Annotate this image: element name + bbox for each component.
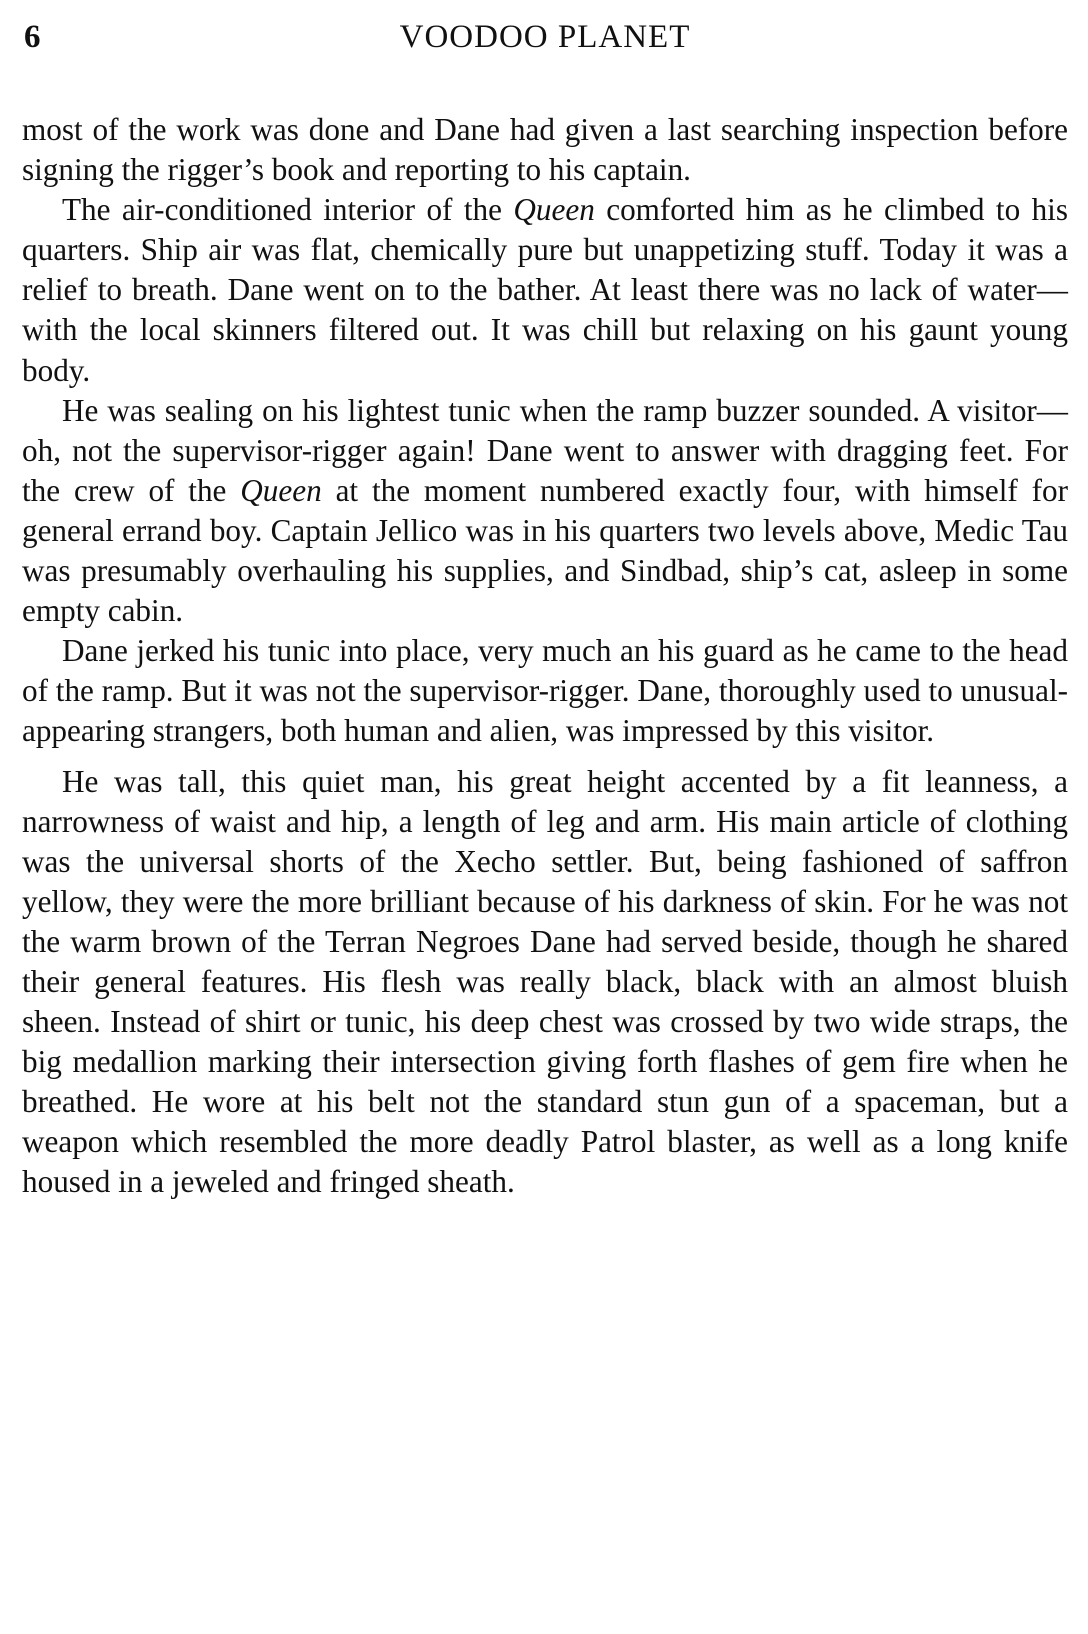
paragraph-3-text-a: He was sealing on his lightest tunic when the ramp buzzer sounded. A visitor—oh, not the supervisor-rigger again! Dane went to answer with dragging feet. For the crew of the <box>22 392 1068 508</box>
book-page <box>22 14 1068 1203</box>
running-title: VOODOO PLANET <box>399 19 691 55</box>
paragraph-2-text-b: comforted him as he climbed to his quarters. Ship air was flat, chemically pure but unappetizing stuff. Today it was a relief to breath. Dane went on to the bather. At least there was no lack of water—with the local skinners filtered out. It was chill but relaxing on his gaunt young body. <box>22 192 1068 388</box>
paragraph-2 <box>22 190 1068 390</box>
paragraph-5 <box>22 762 1068 1203</box>
page-header <box>22 14 1068 66</box>
paragraph-1 <box>22 110 1068 190</box>
paragraph-4-text: Dane jerked his tunic into place, very much an his guard as he came to the head of the ramp. But it was not the supervisor-rigger. Dane, thoroughly used to unusual-appearing strangers, both human and alien, was impressed by this visitor. <box>22 633 1068 749</box>
paragraph-4 <box>22 631 1068 751</box>
paragraph-3-text-b: at the moment numbered exactly four, with himself for general errand boy. Captain Jellico was in his quarters two levels above, Medic Tau was presumably overhauling his supplies, and Sindbad, ship’s cat, asleep in some empty cabin. <box>22 472 1068 629</box>
page-number: 6 <box>24 19 41 55</box>
paragraph-3 <box>22 391 1068 632</box>
ship-name-italic: Queen <box>240 472 322 508</box>
paragraph-1-text: most of the work was done and Dane had given a last searching inspection before signing the rigger’s book and reporting to his captain. <box>22 112 1068 188</box>
paragraph-5-text: He was tall, this quiet man, his great height accented by a fit leanness, a narrowness of waist and hip, a length of leg and arm. His main article of clothing was the universal shorts of the Xecho settler. But, being fashioned of saffron yellow, they were the more brilliant because of his darkness of skin. For he was not the warm brown of the Terran Negroes Dane had served beside, though he shared their general features. His flesh was really black, black with an almost bluish sheen. Instead of shirt or tunic, his deep chest was crossed by two wide straps, the big medallion marking their intersection giving forth flashes of gem fire when he breathed. He wore at his belt not the standard stun gun of a spaceman, but a weapon which resembled the more deadly Patrol blaster, as well as a long knife housed in a jeweled and fringed sheath. <box>22 763 1068 1200</box>
body-text <box>22 110 1068 1203</box>
ship-name-italic: Queen <box>513 192 595 228</box>
paragraph-2-text-a: The air-conditioned interior of the <box>62 192 514 228</box>
